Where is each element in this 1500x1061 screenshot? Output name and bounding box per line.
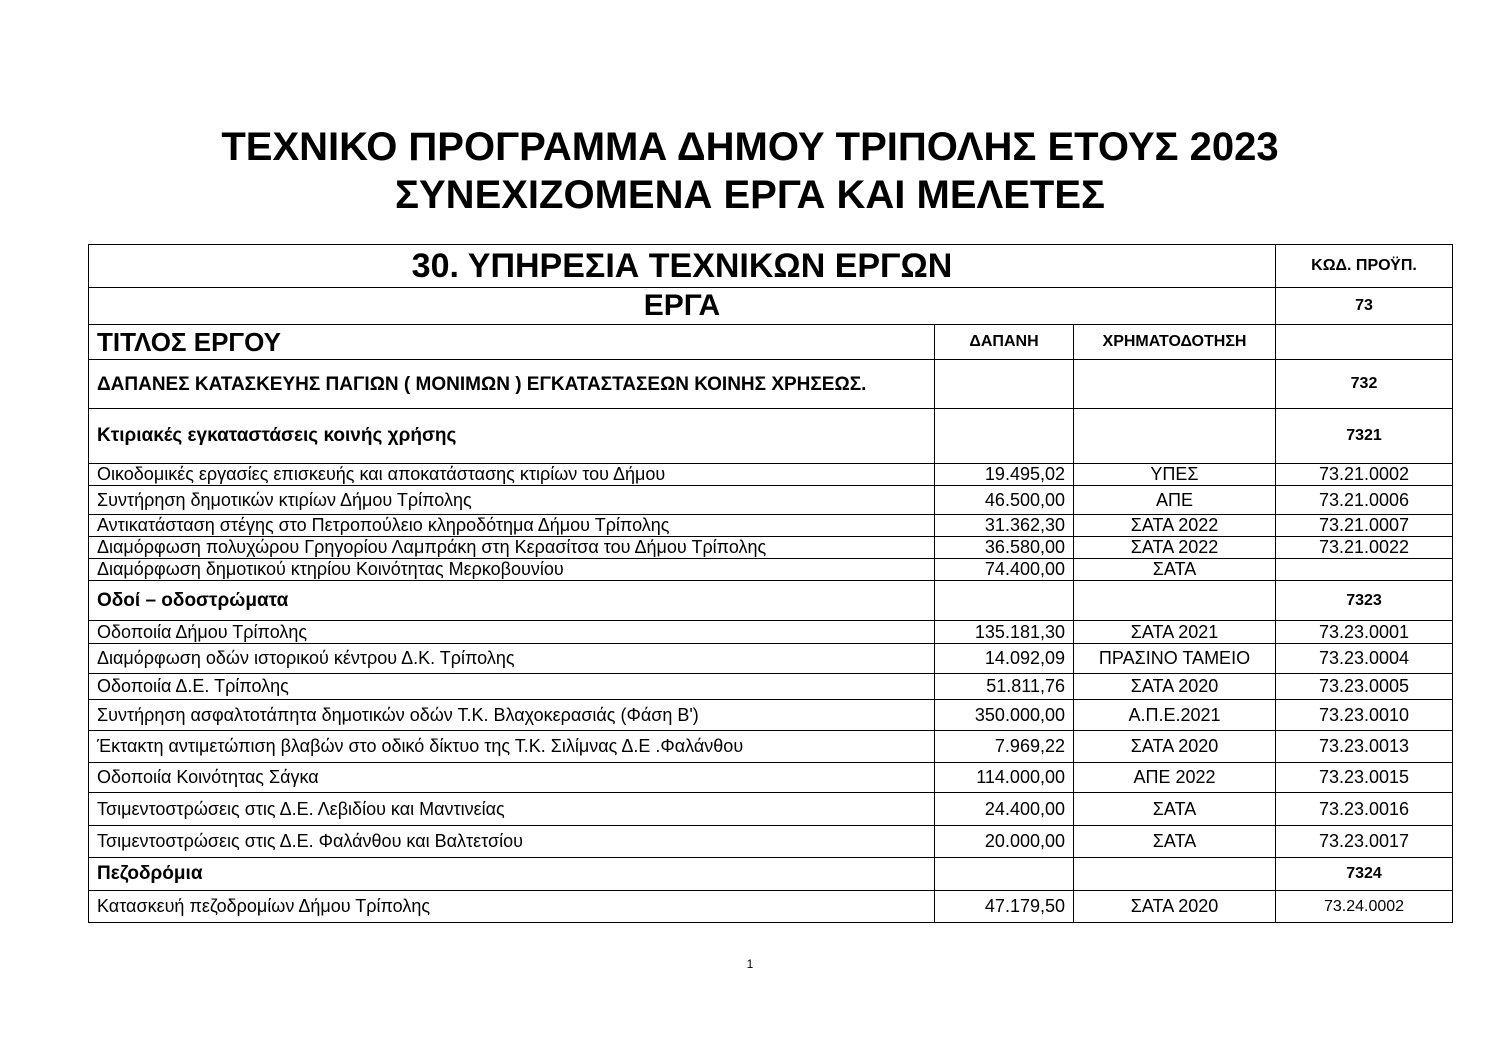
works-heading: ΕΡΓΑ	[89, 288, 1276, 325]
work-title: Έκτακτη αντιμετώπιση βλαβών στο οδικό δίκτυο της Τ.Κ. Σιλίμνας Δ.Ε .Φαλάνθου	[89, 731, 935, 763]
table-row	[89, 621, 1453, 644]
table-row	[89, 537, 1453, 559]
work-title: Διαμόρφωση δημοτικού κτηρίου Κοινότητας Μερκοβουνίου	[89, 559, 935, 581]
work-funding: ΣΑΤΑ	[1074, 826, 1276, 858]
table-row	[89, 464, 1453, 486]
table-row	[89, 515, 1453, 537]
work-code: 73.23.0010	[1276, 700, 1453, 731]
work-code: 73.21.0022	[1276, 537, 1453, 559]
work-title: Διαμόρφωση πολυχώρου Γρηγορίου Λαμπράκη στη Κερασίτσα του Δήμου Τρίπολης	[89, 537, 935, 559]
section-code: 7321	[1276, 409, 1453, 464]
work-cost: 14.092,09	[935, 644, 1074, 674]
work-title: Τσιμεντοστρώσεις στις Δ.Ε. Φαλάνθου και Βαλτετσίου	[89, 826, 935, 858]
work-funding: ΣΑΤΑ 2021	[1074, 621, 1276, 644]
work-code: 73.23.0015	[1276, 763, 1453, 793]
work-title: Συντήρηση ασφαλτοτάπητα δημοτικών οδών Τ.Κ. Βλαχοκερασιάς (Φάση Β')	[89, 700, 935, 731]
work-title: Κατασκευή πεζοδρομίων Δήμου Τρίπολης	[89, 891, 935, 923]
col-cost-header: ΔΑΠΑΝΗ	[935, 325, 1074, 360]
service-heading: 30. ΥΠΗΡΕΣΙΑ ΤΕΧΝΙΚΩΝ ΕΡΓΩΝ	[89, 245, 1276, 288]
work-cost: 7.969,22	[935, 731, 1074, 763]
work-cost: 47.179,50	[935, 891, 1074, 923]
table-row	[89, 793, 1453, 826]
works-code: 73	[1276, 288, 1453, 325]
work-cost: 20.000,00	[935, 826, 1074, 858]
work-code: 73.23.0004	[1276, 644, 1453, 674]
title-line-2: ΣΥΝΕΧΙΖΟΜΕΝΑ ΕΡΓΑ ΚΑΙ ΜΕΛΕΤΕΣ	[395, 173, 1105, 217]
page-number: 1	[746, 957, 754, 971]
table-row	[89, 763, 1453, 793]
work-code: 73.23.0013	[1276, 731, 1453, 763]
section-code: 7324	[1276, 858, 1453, 891]
table-row	[89, 891, 1453, 923]
work-funding: ΣΑΤΑ 2022	[1074, 515, 1276, 537]
work-code: 73.21.0006	[1276, 486, 1453, 515]
works-table	[88, 244, 1453, 923]
work-cost: 51.811,76	[935, 674, 1074, 700]
work-code: 73.23.0005	[1276, 674, 1453, 700]
table-row	[89, 700, 1453, 731]
col-title-header: ΤΙΤΛΟΣ ΕΡΓΟΥ	[89, 325, 935, 360]
work-funding: ΑΠΕ 2022	[1074, 763, 1276, 793]
work-code: 73.24.0002	[1276, 891, 1453, 923]
work-funding: ΣΑΤΑ 2020	[1074, 674, 1276, 700]
work-code	[1276, 559, 1453, 581]
work-title: Οδοποιία Δ.Ε. Τρίπολης	[89, 674, 935, 700]
table-row	[89, 644, 1453, 674]
work-title: Οικοδομικές εργασίες επισκευής και αποκατάστασης κτιρίων του Δήμου	[89, 464, 935, 486]
work-title: Συντήρηση δημοτικών κτιρίων Δήμου Τρίπολης	[89, 486, 935, 515]
category-heading: ΔΑΠΑΝΕΣ ΚΑΤΑΣΚΕΥΗΣ ΠΑΓΙΩΝ ( ΜΟΝΙΜΩΝ ) ΕΓΚΑΤΑΣΤΑΣΕΩΝ ΚΟΙΝΗΣ ΧΡΗΣΕΩΣ.	[89, 360, 935, 409]
work-title: Αντικατάσταση στέγης στο Πετροπούλειο κληροδότημα Δήμου Τρίπολης	[89, 515, 935, 537]
work-code: 73.23.0017	[1276, 826, 1453, 858]
work-title: Διαμόρφωση οδών ιστορικού κέντρου Δ.Κ. Τρίπολης	[89, 644, 935, 674]
section-heading: Κτιριακές εγκαταστάσεις κοινής χρήσης	[89, 409, 935, 464]
work-title: Οδοποιία Κοινότητας Σάγκα	[89, 763, 935, 793]
work-code: 73.21.0002	[1276, 464, 1453, 486]
category-code: 732	[1276, 360, 1453, 409]
work-funding: ΣΑΤΑ	[1074, 793, 1276, 826]
col-funding-header: ΧΡΗΜΑΤΟΔΟΤΗΣΗ	[1074, 325, 1276, 360]
work-cost: 19.495,02	[935, 464, 1074, 486]
table-row	[89, 559, 1453, 581]
work-title: Οδοποιία Δήμου Τρίπολης	[89, 621, 935, 644]
work-cost: 31.362,30	[935, 515, 1074, 537]
work-funding: ΣΑΤΑ 2020	[1074, 891, 1276, 923]
code-header: ΚΩΔ. ΠΡΟΫΠ.	[1276, 245, 1453, 288]
work-code: 73.23.0001	[1276, 621, 1453, 644]
table-row	[89, 486, 1453, 515]
table-row	[89, 731, 1453, 763]
work-title: Τσιμεντοστρώσεις στις Δ.Ε. Λεβιδίου και Μαντινείας	[89, 793, 935, 826]
work-funding: ΠΡΑΣΙΝΟ ΤΑΜΕΙΟ	[1074, 644, 1276, 674]
work-cost: 350.000,00	[935, 700, 1074, 731]
work-funding: ΣΑΤΑ	[1074, 559, 1276, 581]
table-row	[89, 826, 1453, 858]
work-cost: 114.000,00	[935, 763, 1074, 793]
work-code: 73.23.0016	[1276, 793, 1453, 826]
section-heading: Οδοί – οδοστρώματα	[89, 581, 935, 621]
work-cost: 24.400,00	[935, 793, 1074, 826]
work-cost: 135.181,30	[935, 621, 1074, 644]
section-code: 7323	[1276, 581, 1453, 621]
work-funding: ΥΠΕΣ	[1074, 464, 1276, 486]
work-funding: ΣΑΤΑ 2020	[1074, 731, 1276, 763]
work-cost: 46.500,00	[935, 486, 1074, 515]
work-cost: 36.580,00	[935, 537, 1074, 559]
work-cost: 74.400,00	[935, 559, 1074, 581]
work-funding: ΣΑΤΑ 2022	[1074, 537, 1276, 559]
work-code: 73.21.0007	[1276, 515, 1453, 537]
work-funding: Α.Π.Ε.2021	[1074, 700, 1276, 731]
table-row	[89, 674, 1453, 700]
section-heading: Πεζοδρόμια	[89, 858, 935, 891]
work-funding: ΑΠΕ	[1074, 486, 1276, 515]
title-line-1: ΤΕΧΝΙΚΟ ΠΡΟΓΡΑΜΜΑ ΔΗΜΟΥ ΤΡΙΠΟΛΗΣ ΕΤΟΥΣ 2023	[221, 125, 1279, 169]
